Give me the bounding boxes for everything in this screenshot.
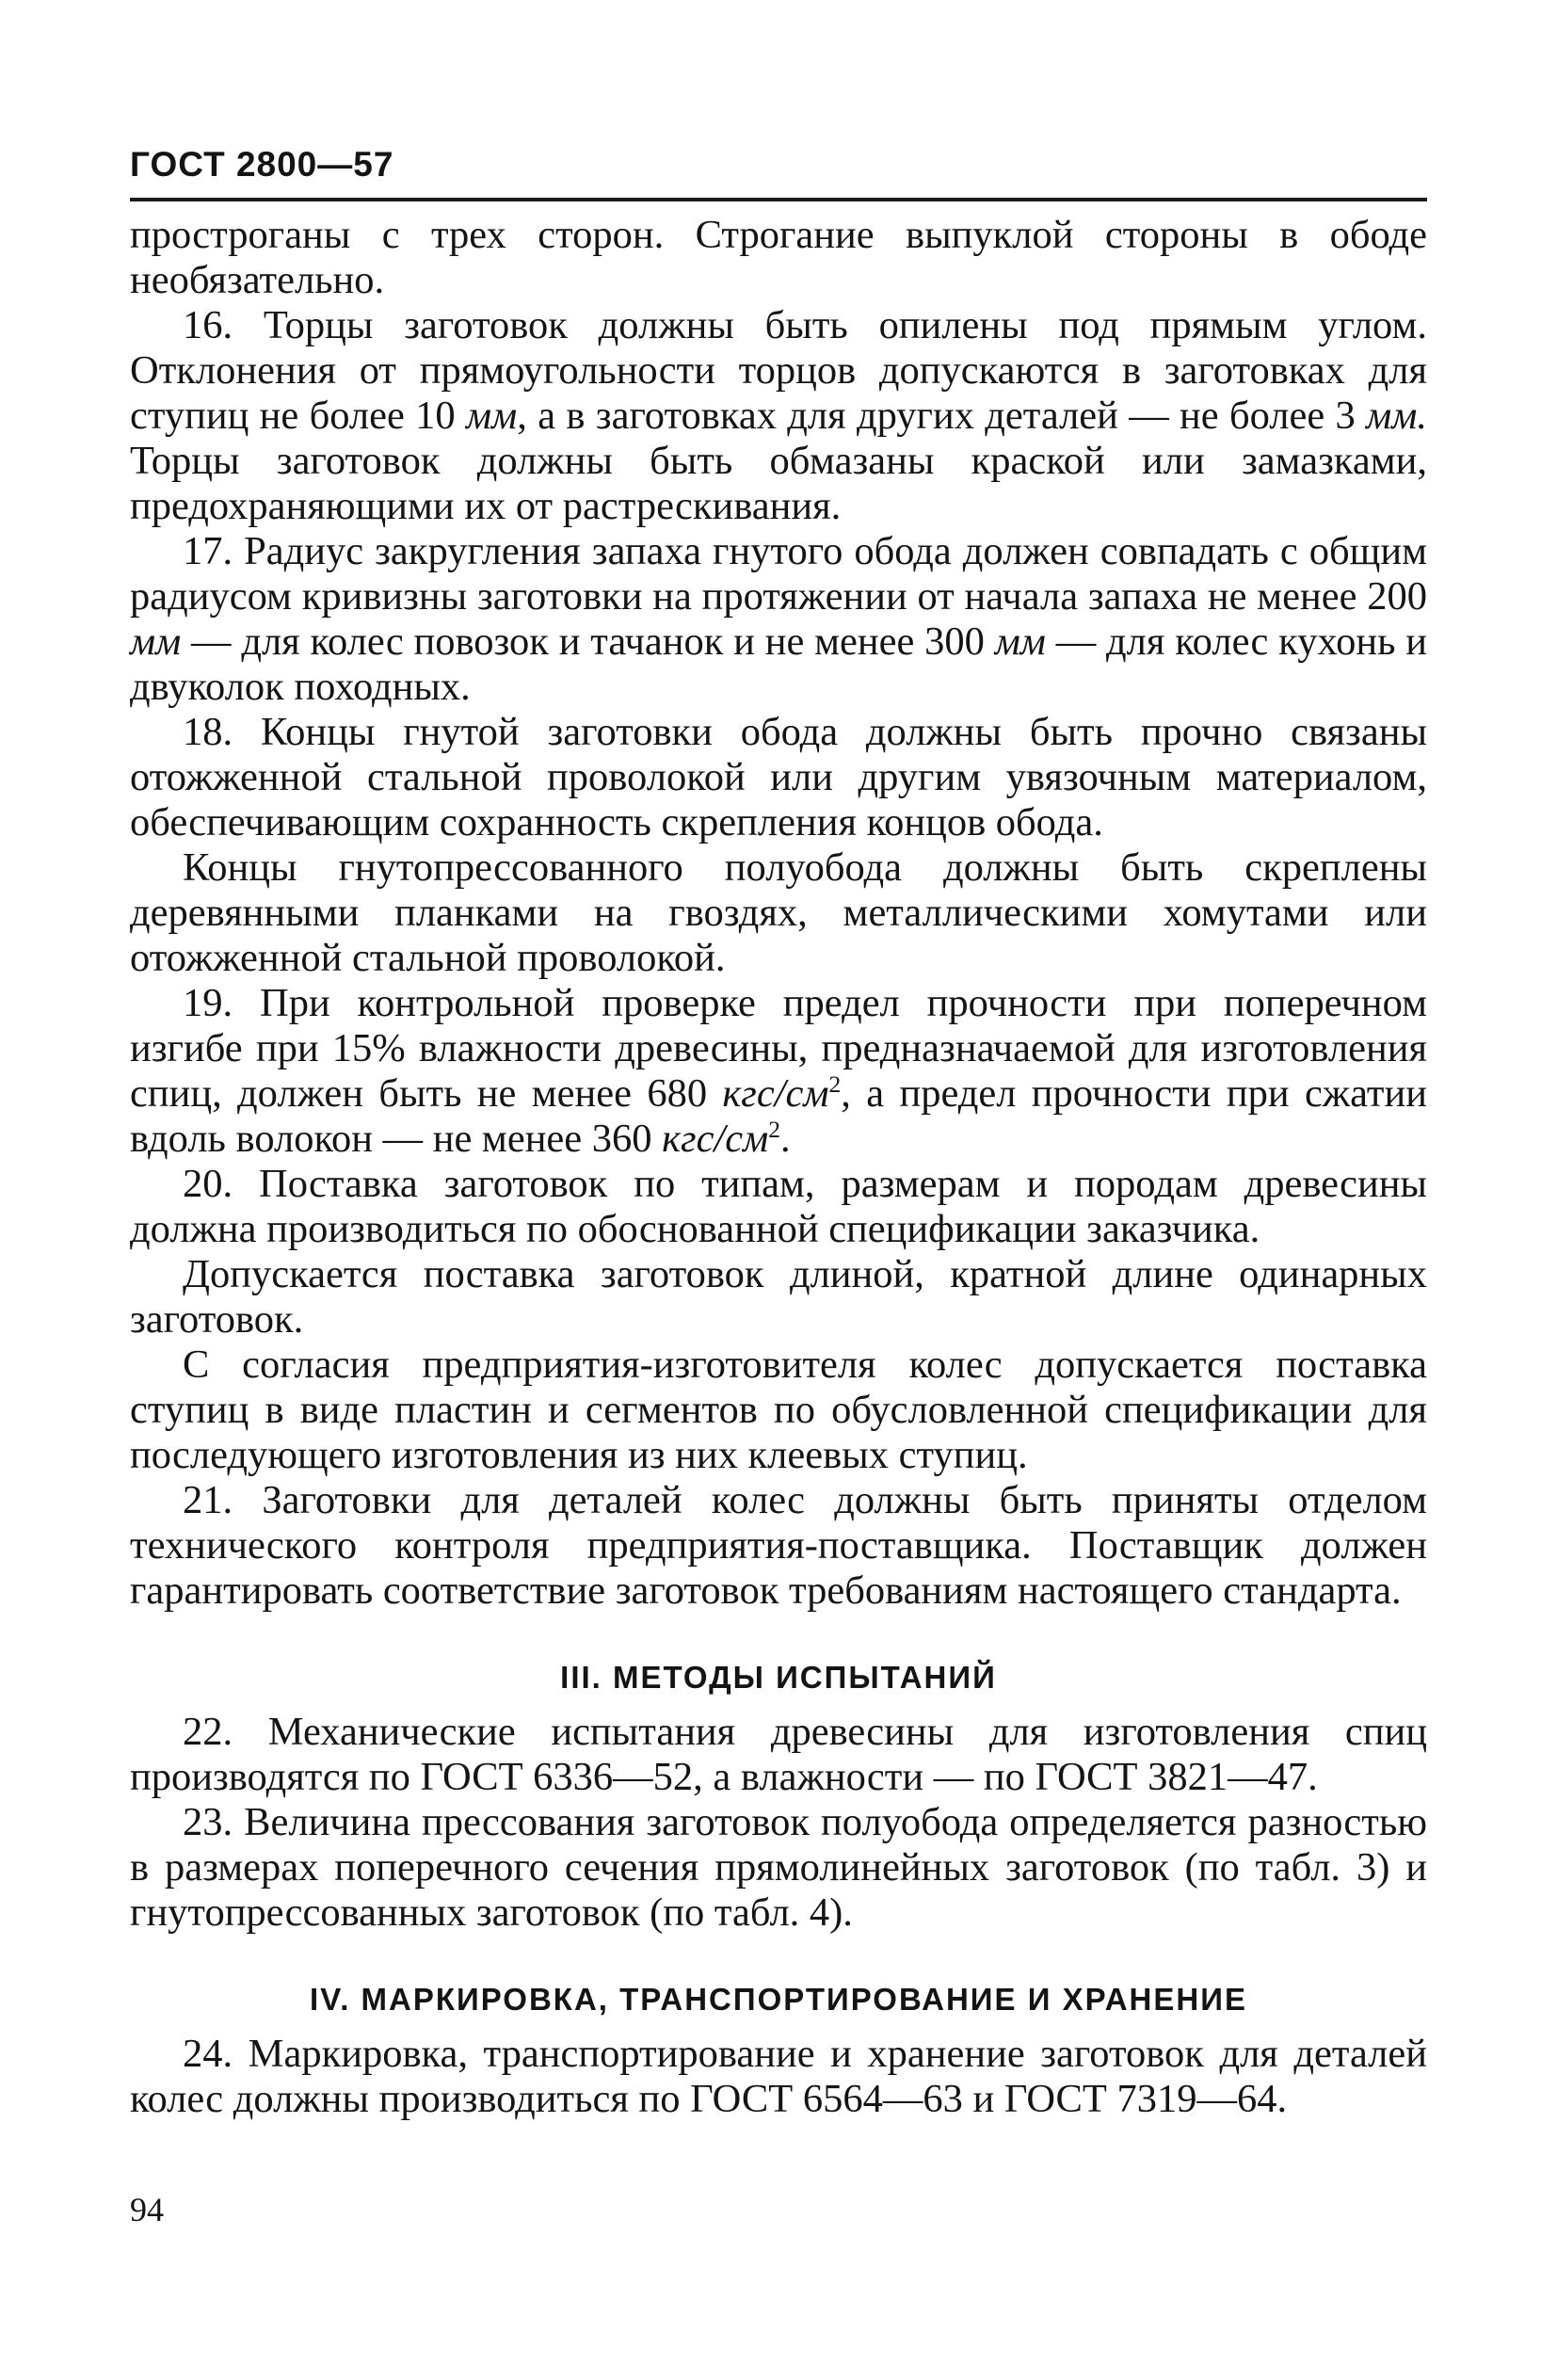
page-number: 94 (130, 2191, 164, 2228)
paragraph-20: 20. Поставка заготовок по типам, размерам и породам древесины должна производиться по обоснованной спецификации заказчика. (130, 1162, 1427, 1251)
document-page (130, 141, 1427, 2122)
header-rule (130, 198, 1427, 201)
paragraph-17: 17. Радиус закругления запаха гнутого обода должен совпадать с общим радиусом кривизны заготовки на протяжении от начала запаха не менее 200 мм — для колес повозок и тачанок и не менее 300 мм — для колес кухонь и двуколок походных. (130, 529, 1427, 709)
paragraph-23: 23. Величина прессования заготовок полуобода определяется разностью в размерах поперечного сечения прямолинейных заготовок (по табл. 3) и гнутопрессованных заготовок (по табл. 4). (130, 1800, 1427, 1935)
paragraph-18-second: Концы гнутопрессованного полуобода должны быть скреплены деревянными планками на гвоздях, металлическими хомутами или отожженной стальной проволокой. (130, 845, 1427, 980)
paragraph-22: 22. Механические испытания древесины для изготовления спиц производятся по ГОСТ 6336—52, а влажности — по ГОСТ 3821—47. (130, 1710, 1427, 1799)
paragraph-15-continuation: простроганы с трех сторон. Строгание выпуклой стороны в ободе необязательно. (130, 213, 1427, 302)
paragraph-19: 19. При контрольной проверке предел прочности при поперечном изгибе при 15% влажности древесины, предназначаемой для изготовления спиц, должен быть не менее 680 кгс/$см^2$, а предел прочности при сжатии вдоль волокон — не менее 360 кгс/$см^2$. (130, 981, 1427, 1161)
paragraph-20-second: Допускается поставка заготовок длиной, кратной длине одинарных заготовок. (130, 1252, 1427, 1342)
paragraph-21: 21. Заготовки для деталей колес должны быть приняты отделом технического контроля предприятия-поставщика. Поставщик должен гарантировать соответствие заготовок требованиям настоящего стандарта. (130, 1478, 1427, 1613)
paragraph-16: 16. Торцы заготовок должны быть опилены под прямым углом. Отклонения от прямоугольности торцов допускаются в заготовках для ступиц не более 10 мм, а в заготовках для других деталей — не более 3 мм. Торцы заготовок должны быть обмазаны краской или замазками, предохраняющими их от растрескивания. (130, 303, 1428, 528)
paragraph-20-third: С согласия предприятия-изготовителя колес допускается поставка ступиц в виде пластин и сегментов по обусловленной спецификации для последующего изготовления из них клеевых ступиц. (130, 1343, 1427, 1477)
running-title: ГОСТ 2800—57 (130, 145, 394, 184)
section-heading-marking: IV. МАРКИРОВКА, ТРАНСПОРТИРОВАНИЕ И ХРАНЕНИЕ (310, 1982, 1247, 2017)
paragraph-24: 24. Маркировка, транспортирование и хранение заготовок для деталей колес должны производиться по ГОСТ 6564—63 и ГОСТ 7319—64. (130, 2032, 1427, 2121)
section-heading-methods: III. МЕТОДЫ ИСПЫТАНИЙ (560, 1660, 997, 1695)
paragraph-18: 18. Концы гнутой заготовки обода должны быть прочно связаны отожженной стальной проволокой или другим увязочным материалом, обеспечивающим сохранность скрепления концов обода. (130, 710, 1427, 844)
